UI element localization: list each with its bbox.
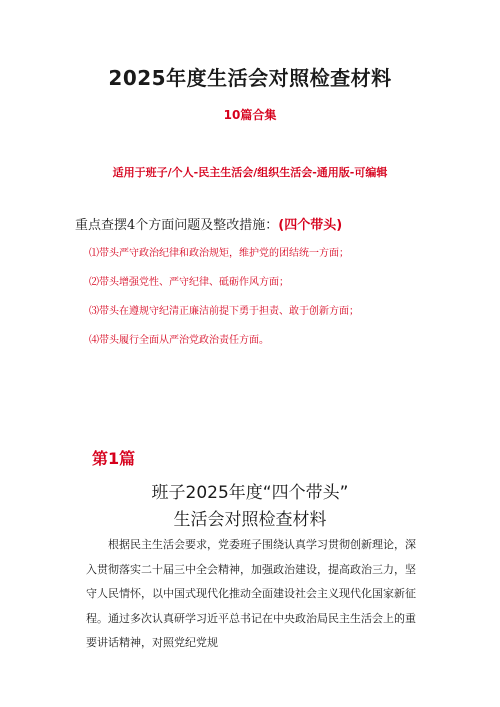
applicability-line: 适用于班子/个人-民主生活会/组织生活会-通用版-可编辑 (112, 166, 388, 179)
focus-text: 重点查摆4个方面问题及整改措施： (75, 218, 279, 233)
section-label: 第1篇 (92, 449, 136, 468)
body-paragraph: 根据民主生活会要求，党委班子围绕认真学习贯彻创新理论，深入贯彻落实二十届三中全会精神，加强政治建设，提高政治三力，坚守人民情怀，以中国式现代化推动全面建设社会主义现代化国家新征程。通过多次认真研学习近平总书记在中央政治局民主生活会上的重要讲话精神，对照党纪党规 (86, 538, 416, 649)
document-subtitle: 10篇合集 (223, 108, 277, 122)
document-title: 2025年度生活会对照检查材料 (108, 66, 392, 90)
list-item: ⑵带头增强党性、严守纪律、砥砺作风方面； (89, 277, 289, 288)
list-item: ⑴带头严守政治纪律和政治规矩，维护党的团结统一方面； (89, 248, 349, 259)
focus-tag: (四个带头) (278, 218, 343, 233)
focus-heading (75, 214, 455, 233)
article-title-line1: 班子2025年度“四个带头” (151, 483, 349, 503)
focus-list (89, 247, 469, 363)
list-item: ⑷带头履行全面从严治党政治责任方面。 (89, 335, 269, 346)
article-title-line2: 生活会对照检查材料 (173, 510, 327, 530)
list-item: ⑶带头在遵规守纪清正廉洁前提下勇于担责、敢于创新方面； (89, 306, 359, 317)
